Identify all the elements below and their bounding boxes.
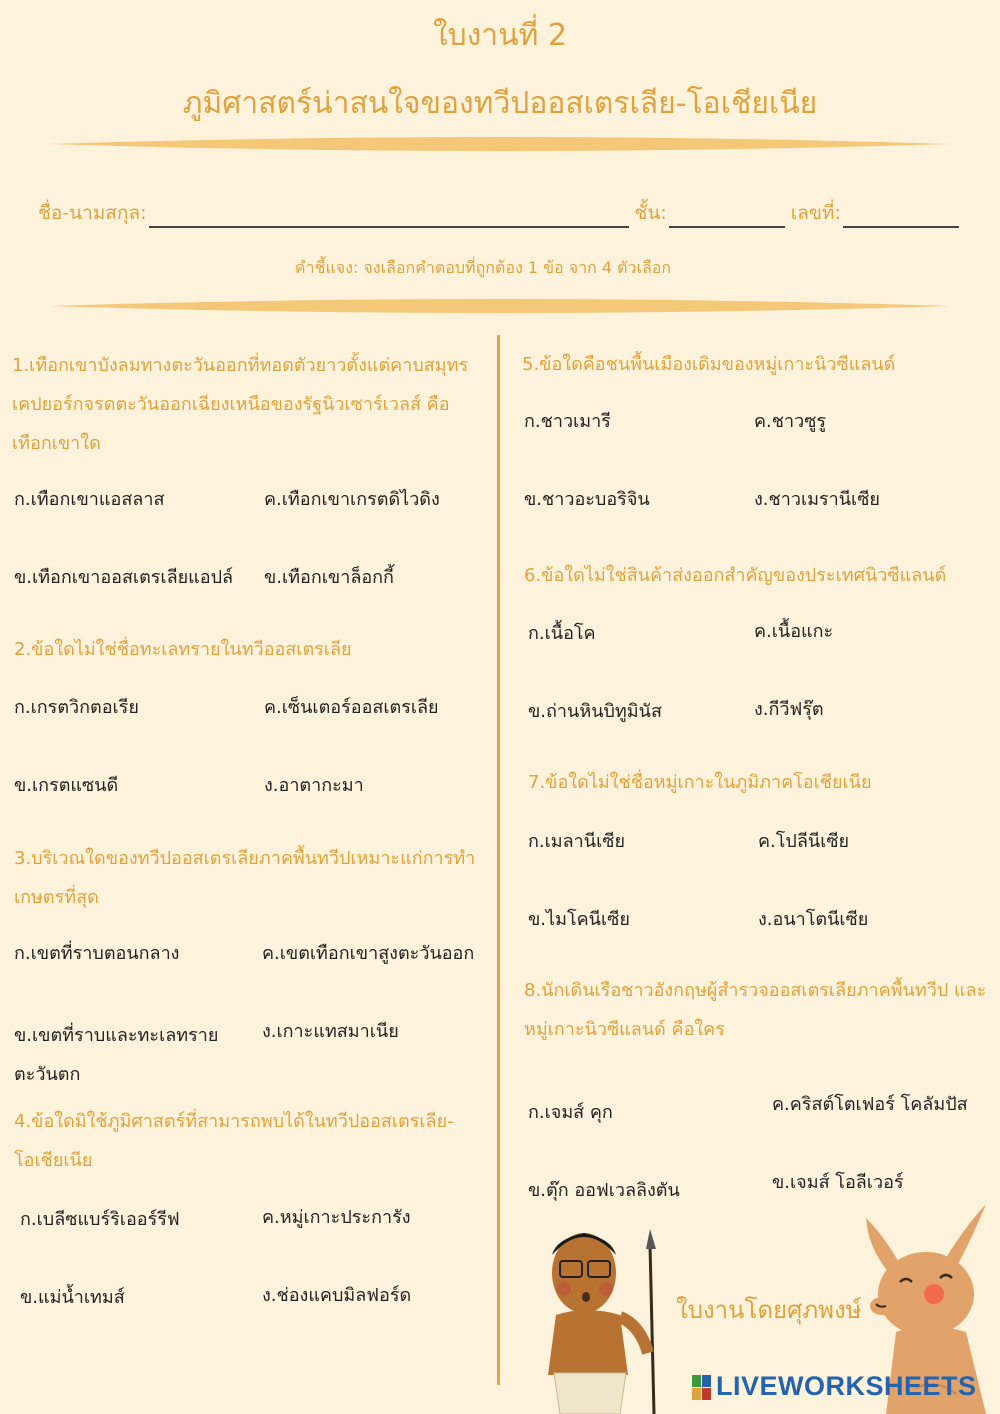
worksheet-title: ภูมิศาสตร์น่าสนใจของทวีปออสเตรเลีย-โอเชียเนีย xyxy=(182,86,818,121)
aboriginal-man-illustration xyxy=(542,1225,668,1414)
q3-option-a[interactable]: ก.เขตที่ราบตอนกลาง xyxy=(14,943,180,964)
q7-option-b[interactable]: ข.ไมโคนีเซีย xyxy=(528,909,630,930)
q1-option-b[interactable]: ข.เทือกเขาออสเตรเลียแอปล์ xyxy=(14,567,234,588)
q2-option-d[interactable]: ง.อาตากะมา xyxy=(264,775,364,796)
q3-option-d[interactable]: ง.เกาะแทสมาเนีย xyxy=(262,1021,399,1042)
question-8: 8.นักเดินเรือชาวอังกฤษผู้สำรวจออสเตรเลียภาคพื้นทวีป และ หมู่เกาะนิวซีแลนด์ คือใคร xyxy=(524,980,987,1040)
class-label: ชั้น: xyxy=(634,202,667,224)
q5-option-b[interactable]: ข.ชาวอะบอริจิน xyxy=(524,489,650,510)
q4-option-a[interactable]: ก.เบลีซแบร์ริเออร์รีฟ xyxy=(20,1209,180,1230)
q6-option-b[interactable]: ข.ถ่านหินบิทูมินัส xyxy=(528,701,662,722)
liveworksheets-brand[interactable]: LIVEWORKSHEETS xyxy=(716,1371,977,1401)
q5-option-c[interactable]: ค.ชาวซูรู xyxy=(754,411,827,432)
q1-option-a[interactable]: ก.เทือกเขาแอสลาส xyxy=(14,489,165,510)
q2-option-b[interactable]: ข.เกรตแซนดี xyxy=(14,775,119,796)
q5-option-d[interactable]: ง.ชาวเมรานีเซีย xyxy=(754,489,880,510)
q6-option-a[interactable]: ก.เนื้อโค xyxy=(528,623,596,644)
worksheet-number: ใบงานที่ 2 xyxy=(432,18,568,53)
name-field[interactable] xyxy=(149,204,629,228)
question-6: 6.ข้อใดไม่ใช่สินค้าส่งออกสำคัญของประเทศนิวซีแลนด์ xyxy=(524,565,947,586)
q8-option-a[interactable]: ก.เจมส์ คุก xyxy=(528,1102,613,1123)
q4-option-c[interactable]: ค.หมู่เกาะประการัง xyxy=(262,1207,411,1228)
decorative-divider xyxy=(50,296,950,316)
q3-option-b[interactable]: ข.เขตที่ราบและทะเลทราย ตะวันตก xyxy=(14,1025,219,1085)
number-label: เลขที่: xyxy=(790,202,841,224)
q7-option-d[interactable]: ง.อนาโตนีเซีย xyxy=(758,909,869,930)
decorative-divider xyxy=(50,134,950,154)
q3-option-c[interactable]: ค.เขตเทือกเขาสูงตะวันออก xyxy=(262,943,475,964)
q7-option-a[interactable]: ก.เมลานีเซีย xyxy=(528,831,625,852)
q2-option-c[interactable]: ค.เซ็นเตอร์ออสเตรเลีย xyxy=(264,697,439,718)
q8-option-c[interactable]: ค.คริสต์โตเฟอร์ โคลัมปัส xyxy=(772,1094,968,1115)
author-credit: ใบงานโดยศุภพงษ์ xyxy=(676,1296,862,1324)
question-1: 1.เทือกเขาบังลมทางตะวันออกที่ทอดตัวยาวตั้งแต่คาบสมุทร เคปยอร์กจรดตะวันออกเฉียงเหนือของรัฐนิวเซาร์เวลส์ คือ เทือกเขาใด xyxy=(12,355,469,454)
question-2: 2.ข้อใดไม่ใช่ชื่อทะเลทรายในทวีออสเตรเลีย xyxy=(14,639,352,660)
column-divider xyxy=(497,335,500,1385)
question-3: 3.บริเวณใดของทวีปออสเตรเลียภาคพื้นทวีปเหมาะแก่การทำ เกษตรที่สุด xyxy=(14,848,476,908)
question-5: 5.ข้อใดคือชนพื้นเมืองเดิมของหมู่เกาะนิวซีแลนด์ xyxy=(522,354,896,375)
student-info-row xyxy=(38,198,968,228)
class-field[interactable] xyxy=(669,204,785,228)
q7-option-c[interactable]: ค.โปลีนีเซีย xyxy=(758,831,850,852)
q4-option-b[interactable]: ข.แม่น้ำเทมส์ xyxy=(20,1287,125,1308)
q5-option-a[interactable]: ก.ชาวเมารี xyxy=(524,411,611,432)
instructions: คำชี้แจง: จงเลือกคำตอบที่ถูกต้อง 1 ข้อ จาก 4 ตัวเลือก xyxy=(294,258,672,277)
q6-option-c[interactable]: ค.เนื้อแกะ xyxy=(754,621,834,642)
name-label: ชื่อ-นามสกุล: xyxy=(38,202,147,224)
question-4: 4.ข้อใดมิใช้ภูมิศาสตร์ที่สามารถพบได้ในทวีปออสเตรเลีย- โอเชียเนีย xyxy=(14,1111,454,1171)
question-7: 7.ข้อใดไม่ใช่ชื่อหมู่เกาะในภูมิภาคโอเชียเนีย xyxy=(528,772,872,793)
liveworksheets-logo-icon xyxy=(692,1375,712,1401)
q4-option-d[interactable]: ง.ช่องแคบมิลฟอร์ด xyxy=(262,1285,412,1306)
q1-option-d[interactable]: ข.เทือกเขาล็อกกี้ xyxy=(264,567,394,588)
q8-option-d[interactable]: ข.เจมส์ โอลีเวอร์ xyxy=(772,1172,904,1193)
q1-option-c[interactable]: ค.เทือกเขาเกรตดิไวดิง xyxy=(264,489,440,510)
q8-option-b[interactable]: ข.ตุ๊ก ออฟเวลลิงตัน xyxy=(528,1180,680,1201)
q2-option-a[interactable]: ก.เกรตวิกตอเรีย xyxy=(14,697,139,718)
number-field[interactable] xyxy=(843,204,959,228)
q6-option-d[interactable]: ง.กีวีฟรุ๊ต xyxy=(754,699,824,720)
